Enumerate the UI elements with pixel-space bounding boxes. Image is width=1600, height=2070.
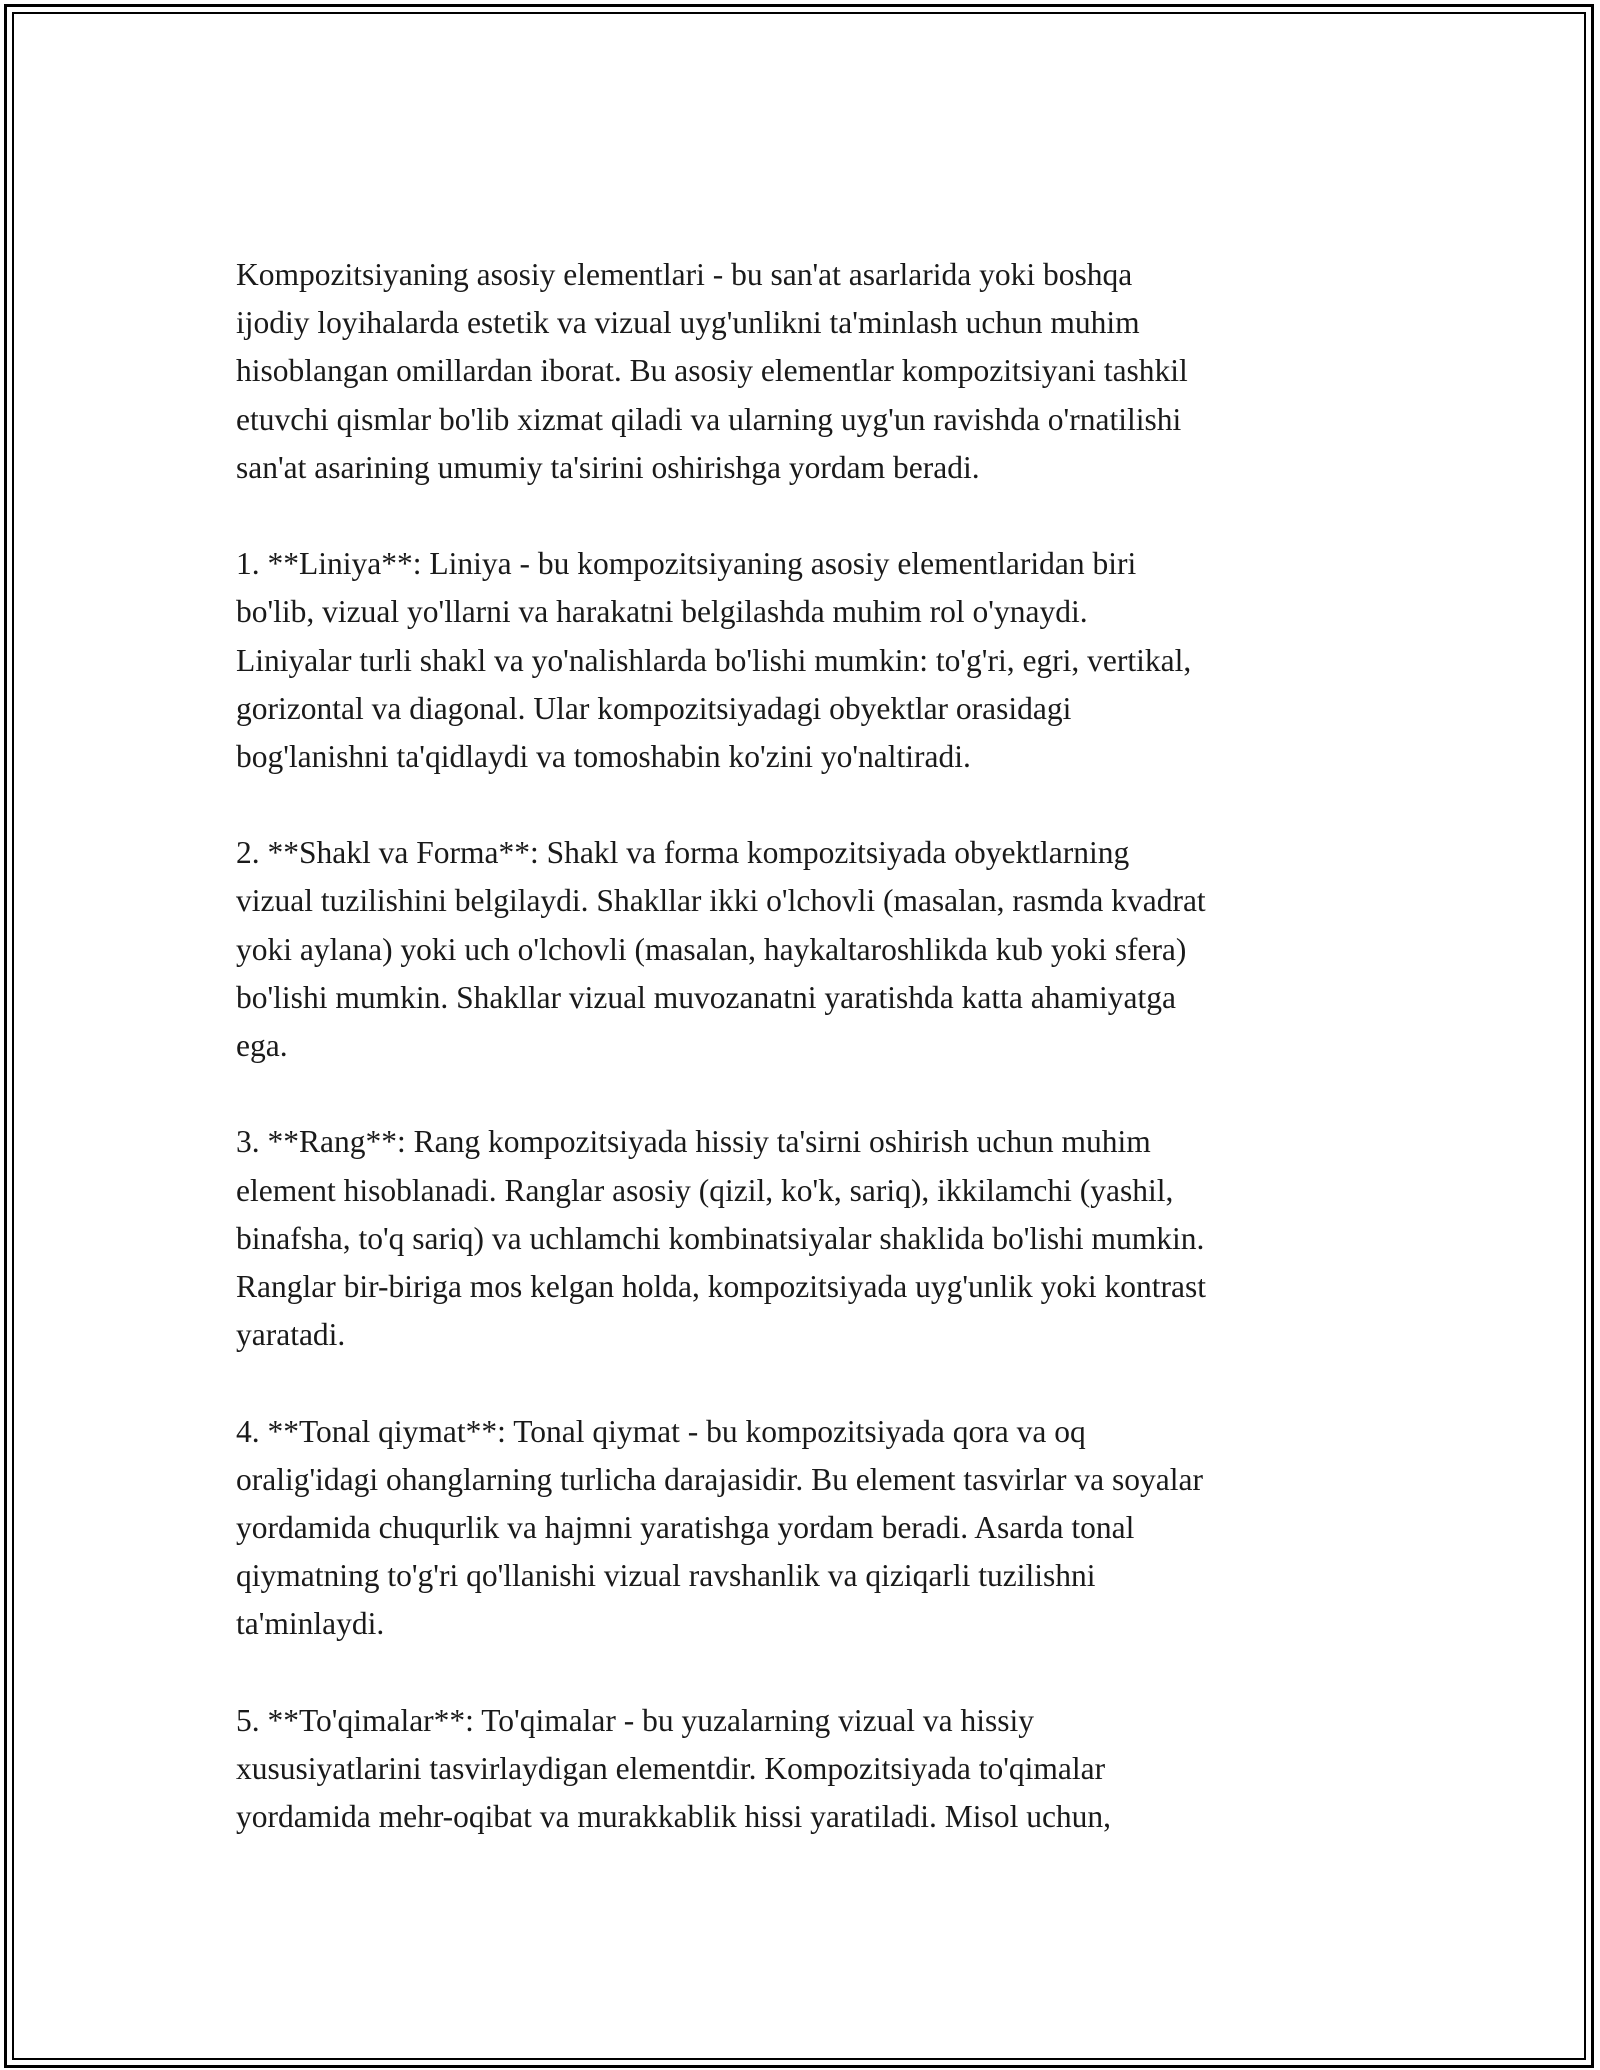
text-line: binafsha, to'q sariq) va uchlamchi kombinatsiyalar shaklida bo'lishi mumkin.	[236, 1220, 1205, 1256]
liniya-paragraph	[236, 540, 1406, 781]
text-line: Kompozitsiyaning asosiy elementlari - bu san'at asarlarida yoki boshqa	[236, 257, 1133, 292]
document-body	[236, 251, 1406, 1889]
text-line: hisoblangan omillardan iborat. Bu asosiy elementlar kompozitsiyani tashkil	[236, 353, 1188, 389]
text-line: ta'minlaydi.	[236, 1606, 385, 1642]
text-line: 2. **Shakl va Forma**: Shakl va forma kompozitsiyada obyektlarning	[236, 835, 1130, 871]
text-line: 5. **To'qimalar**: To'qimalar - bu yuzalarning vizual va hissiy	[236, 1702, 1035, 1738]
text-line: bog'lanishni ta'qidlaydi va tomoshabin ko'zini yo'naltiradi.	[236, 738, 971, 774]
text-line: element hisoblanadi. Ranglar asosiy (qizil, ko'k, sariq), ikkilamchi (yashil,	[236, 1172, 1174, 1208]
text-line: yordamida chuqurlik va hajmni yaratishga yordam beradi. Asarda tonal	[236, 1509, 1135, 1545]
text-line: Ranglar bir-biriga mos kelgan holda, kompozitsiyada uyg'unlik yoki kontrast	[236, 1268, 1206, 1304]
text-line: 4. **Tonal qiymat**: Tonal qiymat - bu kompozitsiyada qora va oq	[236, 1413, 1086, 1449]
text-line: xususiyatlarini tasvirlaydigan elementdir. Kompozitsiyada to'qimalar	[236, 1750, 1106, 1786]
toqimalar-paragraph	[236, 1697, 1406, 1842]
text-line: yaratadi.	[236, 1317, 346, 1353]
text-line: bo'lib, vizual yo'llarni va harakatni belgilashda muhim rol o'ynaydi.	[236, 594, 1088, 630]
text-line: yoki aylana) yoki uch o'lchovli (masalan, haykaltaroshlikda kub yoki sfera)	[236, 931, 1187, 967]
intro-paragraph	[236, 251, 1406, 492]
text-line: bo'lishi mumkin. Shakllar vizual muvozanatni yaratishda katta ahamiyatga	[236, 979, 1176, 1015]
text-line: gorizontal va diagonal. Ular kompozitsiyadagi obyektlar orasidagi	[236, 690, 1072, 726]
text-line: 1. **Liniya**: Liniya - bu kompozitsiyaning asosiy elementlaridan biri	[236, 546, 1137, 582]
tonal-qiymat-paragraph	[236, 1408, 1406, 1649]
text-line: ijodiy loyihalarda estetik va vizual uyg'unlikni ta'minlash uchun muhim	[236, 305, 1140, 341]
text-line: vizual tuzilishini belgilaydi. Shakllar ikki o'lchovli (masalan, rasmda kvadrat	[236, 883, 1206, 919]
text-line: qiymatning to'g'ri qo'llanishi vizual ravshanlik va qiziqarli tuzilishni	[236, 1558, 1096, 1594]
text-line: etuvchi qismlar bo'lib xizmat qiladi va ularning uyg'un ravishda o'rnatilishi	[236, 401, 1182, 437]
rang-paragraph	[236, 1118, 1406, 1359]
shakl-forma-paragraph	[236, 829, 1406, 1070]
text-line: ega.	[236, 1028, 288, 1063]
text-line: Liniyalar turli shakl va yo'nalishlarda bo'lishi mumkin: to'g'ri, egri, vertikal,	[236, 642, 1192, 678]
text-line: 3. **Rang**: Rang kompozitsiyada hissiy ta'sirni oshirish uchun muhim	[236, 1124, 1151, 1160]
text-line: oralig'idagi ohanglarning turlicha darajasidir. Bu element tasvirlar va soyalar	[236, 1461, 1203, 1497]
text-line: yordamida mehr-oqibat va murakkablik hissi yaratiladi. Misol uchun,	[236, 1799, 1112, 1834]
text-line: san'at asarining umumiy ta'sirini oshirishga yordam beradi.	[236, 449, 980, 485]
